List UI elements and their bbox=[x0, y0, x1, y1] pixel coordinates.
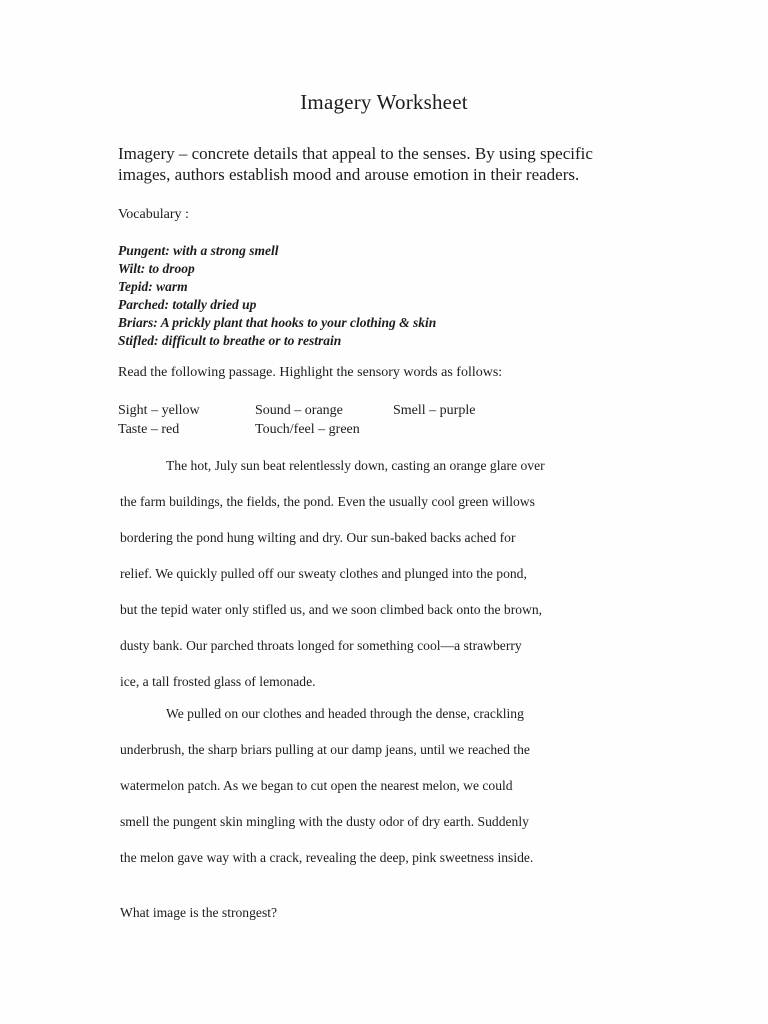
vocabulary-heading: Vocabulary : bbox=[118, 207, 189, 222]
vocabulary-item: Parched: totally dried up bbox=[118, 297, 257, 312]
passage-line: dusty bank. Our parched throats longed for something cool—a strawberry bbox=[120, 638, 522, 653]
vocabulary-item: Briars: A prickly plant that hooks to your clothing & skin bbox=[118, 315, 437, 330]
passage-line: the farm buildings, the fields, the pond. Even the usually cool green willows bbox=[120, 494, 535, 509]
passage-line: The hot, July sun beat relentlessly down, casting an orange glare over bbox=[166, 458, 545, 473]
vocabulary-item: Wilt: to droop bbox=[118, 261, 195, 276]
strongest-image-question: What image is the strongest? bbox=[120, 905, 278, 920]
passage-line: relief. We quickly pulled off our sweaty clothes and plunged into the pond, bbox=[120, 566, 527, 581]
vocabulary-item: Stifled: difficult to breathe or to restrain bbox=[118, 333, 342, 348]
highlight-instructions: Read the following passage. Highlight the sensory words as follows: bbox=[118, 365, 503, 380]
passage-paragraph-1 bbox=[120, 458, 590, 710]
key-smell: Smell – purple bbox=[393, 403, 476, 418]
key-sound: Sound – orange bbox=[255, 403, 343, 418]
vocabulary-item: Pungent: with a strong smell bbox=[118, 243, 279, 258]
page-title: Imagery Worksheet bbox=[300, 90, 468, 114]
imagery-definition: Imagery – concrete details that appeal to the senses. By using specific images, authors establish mood and arouse emotion in their readers. bbox=[118, 144, 593, 184]
key-touch: Touch/feel – green bbox=[255, 422, 360, 437]
passage-line: watermelon patch. As we began to cut open the nearest melon, we could bbox=[120, 778, 513, 793]
key-taste: Taste – red bbox=[118, 422, 180, 437]
passage-paragraph-2 bbox=[120, 706, 590, 886]
passage-line: We pulled on our clothes and headed through the dense, crackling bbox=[166, 706, 524, 721]
passage-line: the melon gave way with a crack, revealing the deep, pink sweetness inside. bbox=[120, 850, 534, 865]
vocabulary-item: Tepid: warm bbox=[118, 279, 188, 294]
passage-line: but the tepid water only stifled us, and we soon climbed back onto the brown, bbox=[120, 602, 543, 617]
passage-line: underbrush, the sharp briars pulling at our damp jeans, until we reached the bbox=[120, 742, 530, 757]
vocabulary-list bbox=[118, 242, 638, 350]
passage-line: bordering the pond hung wilting and dry. Our sun-baked backs ached for bbox=[120, 530, 516, 545]
key-sight: Sight – yellow bbox=[118, 403, 200, 418]
passage-line: smell the pungent skin mingling with the dusty odor of dry earth. Suddenly bbox=[120, 814, 529, 829]
passage-line: ice, a tall frosted glass of lemonade. bbox=[120, 674, 316, 689]
